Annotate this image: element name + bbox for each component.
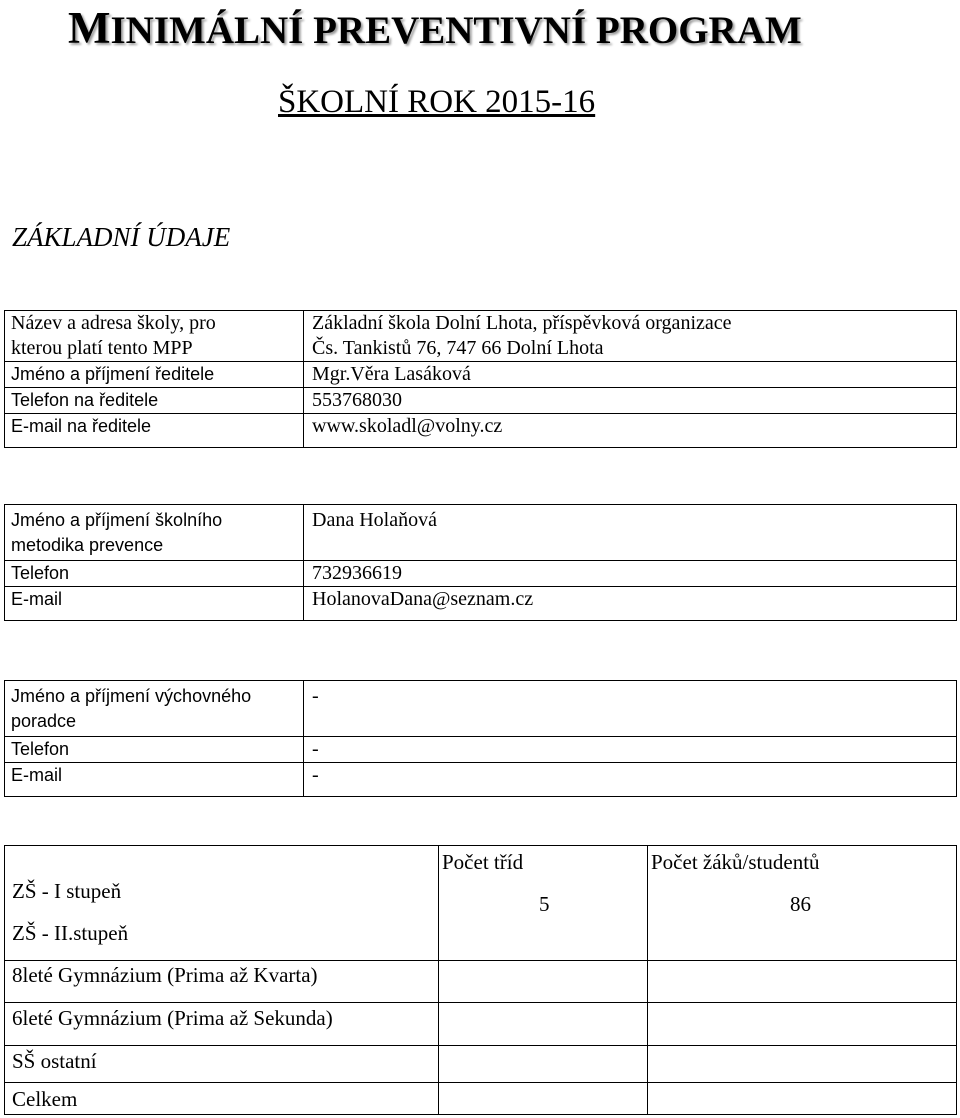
methodist-email-value: HolanovaDana@seznam.cz xyxy=(304,587,957,621)
table-row xyxy=(5,414,957,448)
director-phone-value: 553768030 xyxy=(304,388,957,414)
counselor-phone-value: - xyxy=(304,737,957,763)
counselor-email-value: - xyxy=(304,763,957,797)
title-initial: M xyxy=(68,3,111,53)
counselor-table xyxy=(4,680,957,797)
school-name-value-line-1: Základní škola Dolní Lhota, příspěvková organizace xyxy=(312,312,732,334)
school-info-table xyxy=(4,310,957,448)
table-row xyxy=(5,561,957,587)
table-row xyxy=(5,737,957,763)
counselor-email-label: E-mail xyxy=(5,763,304,797)
counts-row-divider xyxy=(4,1045,957,1046)
director-label: Jméno a příjmení ředitele xyxy=(5,362,304,388)
school-name-value-line-2: Čs. Tankistů 76, 747 66 Dolní Lhota xyxy=(312,337,604,359)
school-name-label-line-1: Název a adresa školy, pro xyxy=(11,312,216,334)
counts-col-divider xyxy=(647,845,648,1115)
counts-border-right xyxy=(956,845,957,1115)
methodist-phone-value: 732936619 xyxy=(304,561,957,587)
director-phone-label: Telefon na ředitele xyxy=(5,388,304,414)
table-row xyxy=(5,362,957,388)
row-label-zs-1: ZŠ - I stupeň xyxy=(12,879,122,903)
counselor-name-value: - xyxy=(304,681,957,737)
counts-border-bottom xyxy=(4,1114,957,1115)
school-name-label-line-2: kterou platí tento MPP xyxy=(11,337,193,359)
table-row xyxy=(5,681,957,737)
school-name-label-cell xyxy=(5,311,304,362)
methodist-phone-label: Telefon xyxy=(5,561,304,587)
row-label-gym-8: 8leté Gymnázium (Prima až Kvarta) xyxy=(12,963,318,987)
methodist-name-label-line-2: metodika prevence xyxy=(11,535,164,555)
director-value: Mgr.Věra Lasáková xyxy=(304,362,957,388)
students-value: 86 xyxy=(790,892,811,916)
counselor-name-label-line-1: Jméno a příjmení výchovného xyxy=(11,686,252,706)
director-email-label: E-mail na ředitele xyxy=(5,414,304,448)
col-header-students: Počet žáků/studentů xyxy=(651,850,820,874)
table-row xyxy=(5,505,957,561)
row-label-total: Celkem xyxy=(12,1087,78,1111)
director-email-value: www.skoladl@volny.cz xyxy=(304,414,957,448)
counts-border-left xyxy=(4,845,5,1115)
title-rest: INIMÁLNÍ PREVENTIVNÍ PROGRAM xyxy=(110,9,802,52)
methodist-name-value: Dana Holaňová xyxy=(304,505,957,561)
row-label-ss: SŠ ostatní xyxy=(12,1049,97,1073)
section-heading: ZÁKLADNÍ ÚDAJE xyxy=(12,222,231,252)
counselor-phone-label: Telefon xyxy=(5,737,304,763)
row-label-zs-2: ZŠ - II.stupeň xyxy=(12,921,129,945)
school-year-heading: ŠKOLNÍ ROK 2015-16 xyxy=(278,84,596,120)
counselor-name-label-line-2: poradce xyxy=(11,711,77,731)
counselor-name-label-cell xyxy=(5,681,304,737)
table-row xyxy=(5,763,957,797)
counts-row-divider xyxy=(4,1082,957,1083)
methodist-email-label: E-mail xyxy=(5,587,304,621)
document-title xyxy=(68,2,802,54)
classes-value: 5 xyxy=(539,892,550,916)
counts-border-top xyxy=(4,845,957,846)
counts-table xyxy=(4,845,957,1115)
school-name-value-cell xyxy=(304,311,957,362)
methodist-table xyxy=(4,504,957,621)
row-label-gym-6: 6leté Gymnázium (Prima až Sekunda) xyxy=(12,1006,333,1030)
counts-col-divider xyxy=(438,845,439,1115)
methodist-name-label-cell xyxy=(5,505,304,561)
counts-row-divider xyxy=(4,1002,957,1003)
col-header-classes: Počet tříd xyxy=(442,850,524,874)
table-row xyxy=(5,311,957,362)
table-row xyxy=(5,388,957,414)
counts-row-divider xyxy=(4,960,957,961)
table-row xyxy=(5,587,957,621)
methodist-name-label-line-1: Jméno a příjmení školního xyxy=(11,510,223,530)
